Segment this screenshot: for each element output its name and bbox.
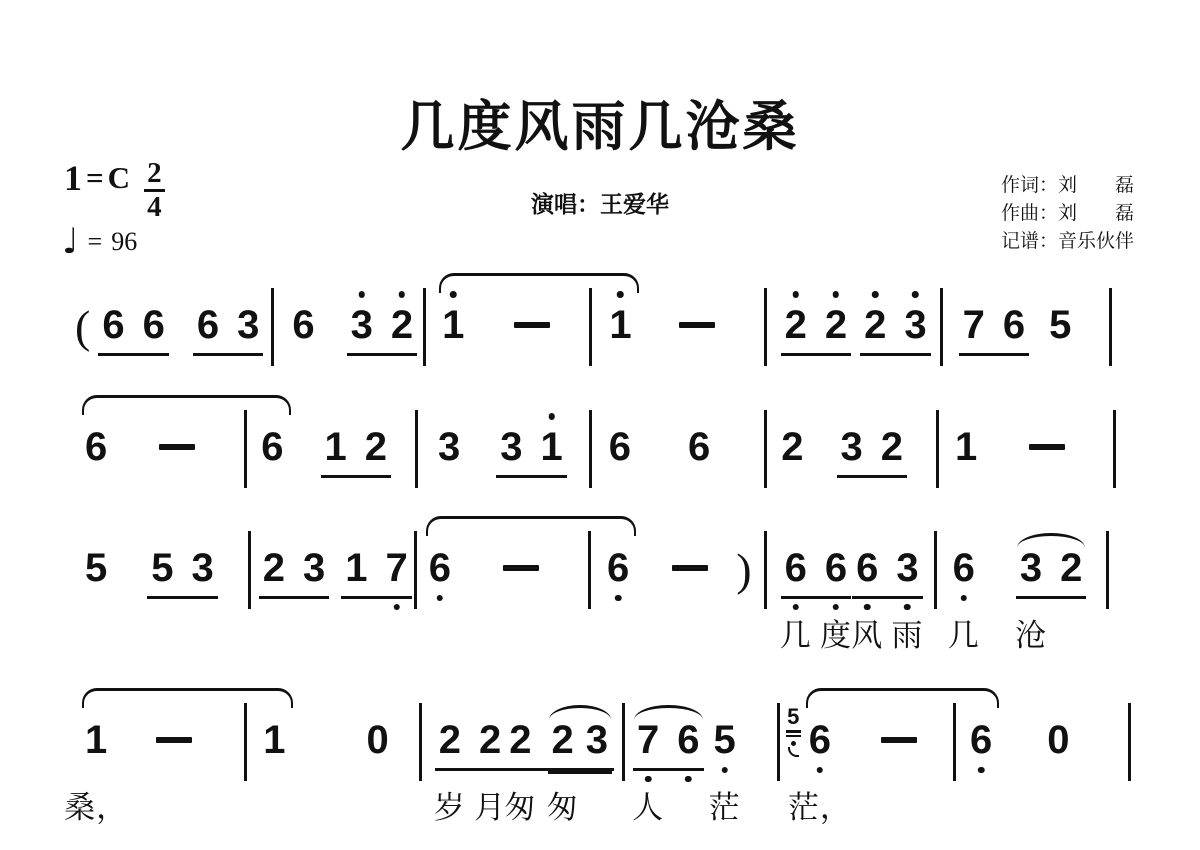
grace-note-digit: 5	[787, 704, 800, 729]
note-digit: 3	[896, 546, 919, 590]
note	[955, 425, 977, 469]
note-digit: 2	[438, 718, 461, 762]
beam-group	[779, 546, 852, 653]
beam-group	[259, 546, 330, 599]
note	[546, 718, 579, 825]
barline	[244, 410, 247, 488]
lyric: 几	[779, 618, 812, 653]
quarter-note-icon: ♩	[62, 222, 79, 262]
score-line-2	[60, 425, 1130, 495]
beam-group	[837, 425, 908, 478]
barline	[934, 531, 937, 609]
lyric: 度	[819, 618, 852, 653]
duration-dash	[881, 737, 917, 743]
lyric: 月	[474, 790, 507, 825]
note-digit: 2	[390, 303, 414, 347]
note	[64, 718, 129, 825]
barline	[589, 288, 592, 366]
barline	[248, 531, 251, 609]
note-digit: 1	[324, 425, 347, 469]
beam-group	[98, 303, 169, 356]
octave-dot-high	[617, 291, 624, 298]
octave-dot-high	[548, 413, 555, 420]
barline	[953, 703, 956, 781]
note	[891, 546, 924, 653]
octave-dot-high	[450, 291, 457, 298]
note-digit: 2	[479, 718, 502, 762]
note-digit: 6	[428, 546, 451, 590]
tie-arc	[806, 688, 1000, 708]
barline	[764, 410, 767, 488]
lyric: 匆	[504, 790, 537, 825]
lyric: 桑，	[64, 790, 129, 825]
note	[1003, 303, 1025, 347]
barline	[764, 531, 767, 609]
lyric: 几	[947, 618, 980, 653]
note-digit: 2	[364, 425, 387, 469]
barline	[419, 703, 422, 781]
note-digit: 6	[608, 425, 631, 469]
note-digit: 6	[85, 425, 108, 469]
note	[197, 303, 219, 347]
note	[841, 425, 863, 469]
note	[970, 718, 992, 762]
grace-underline	[786, 730, 801, 733]
note-digit: 3	[1019, 546, 1043, 590]
note-digit: 3	[840, 425, 863, 469]
beam-group	[496, 425, 567, 478]
note-digit: 3	[585, 718, 608, 762]
note-digit: 6	[607, 546, 630, 590]
lyric: 人	[632, 790, 665, 825]
note	[365, 425, 387, 469]
note-digit: 2	[781, 425, 804, 469]
note-digit: 5	[85, 546, 108, 590]
note	[263, 718, 285, 762]
octave-dot-high	[912, 291, 919, 298]
note-digit: 1	[345, 546, 368, 590]
octave-dot-low	[721, 767, 728, 774]
note-digit: 5	[1049, 303, 1072, 347]
duration-dash	[156, 737, 192, 743]
barline	[588, 531, 591, 609]
note	[864, 303, 886, 347]
barline	[244, 703, 247, 781]
note-digit: 5	[151, 546, 174, 590]
lyric: 沧	[1014, 618, 1047, 653]
note	[779, 546, 812, 653]
barline	[622, 703, 625, 781]
note-digit: 1	[540, 425, 563, 469]
barline	[589, 410, 592, 488]
note-digit: 6	[292, 303, 315, 347]
parenthesis: )	[736, 544, 752, 595]
beam-group	[321, 425, 392, 478]
note	[504, 718, 537, 825]
note-digit: 1	[442, 303, 465, 347]
octave-dot-high	[399, 291, 406, 298]
note-digit: 6	[856, 546, 879, 590]
octave-dot-high	[872, 291, 879, 298]
note	[787, 718, 852, 825]
note	[851, 546, 884, 653]
duration-dash	[503, 565, 539, 571]
credit-transcriber: 记谱：音乐伙伴	[1000, 231, 1134, 252]
barline	[1113, 410, 1116, 488]
note	[391, 303, 413, 347]
grace-underline	[786, 735, 801, 738]
note	[303, 546, 325, 590]
beam-group	[851, 546, 924, 653]
barline	[936, 410, 939, 488]
note	[386, 546, 408, 590]
note	[237, 303, 259, 347]
beam-group	[504, 718, 614, 825]
time-signature-denominator: 4	[147, 191, 162, 223]
note	[1047, 718, 1069, 762]
note-digit: 6	[970, 718, 993, 762]
note-digit: 5	[713, 718, 736, 762]
note	[192, 546, 214, 590]
octave-dot-low	[615, 595, 622, 602]
octave-dot-low	[393, 604, 400, 611]
note-digit: 3	[303, 546, 326, 590]
beam-group	[341, 546, 412, 599]
note	[474, 718, 507, 825]
beam-group	[147, 546, 218, 599]
note	[963, 303, 985, 347]
note-digit: 2	[509, 718, 532, 762]
note	[102, 303, 124, 347]
song-title: 几度风雨几沧桑	[400, 97, 800, 157]
note	[345, 546, 367, 590]
note-digit: 1	[609, 303, 632, 347]
barline	[940, 288, 943, 366]
tempo-bpm: 96	[111, 227, 138, 256]
barline	[414, 531, 417, 609]
barline	[1109, 288, 1112, 366]
score-line-1	[60, 303, 1126, 373]
grace-note	[786, 706, 801, 757]
note-digit: 7	[637, 718, 660, 762]
note-digit: 6	[261, 425, 284, 469]
parenthesis: (	[75, 301, 91, 352]
note	[438, 425, 460, 469]
note	[1014, 546, 1047, 653]
note-digit: 7	[385, 546, 408, 590]
note	[825, 303, 847, 347]
barline	[1106, 531, 1109, 609]
note	[607, 546, 629, 590]
score-line-4	[60, 704, 1145, 825]
octave-dot-low	[960, 595, 967, 602]
barline	[271, 288, 274, 366]
note	[586, 718, 608, 762]
octave-dot-high	[833, 291, 840, 298]
note	[609, 425, 631, 469]
note	[500, 425, 522, 469]
note	[688, 425, 710, 469]
beam-subgroup	[546, 718, 611, 825]
lyric: 雨	[891, 618, 924, 653]
note-digit: 6	[824, 546, 848, 590]
octave-dot-low	[685, 776, 692, 783]
note-digit: 2	[1060, 546, 1083, 590]
note-digit: 6	[142, 303, 165, 347]
note	[292, 303, 314, 347]
note-digit: 6	[677, 718, 700, 762]
note-digit: 1	[955, 425, 978, 469]
tie-arc	[426, 516, 637, 536]
octave-dot-high	[358, 291, 365, 298]
note-digit: 0	[1047, 718, 1070, 762]
note-digit: 2	[262, 546, 285, 590]
note	[708, 718, 741, 825]
note-digit: 3	[904, 303, 927, 347]
note-digit: 0	[366, 718, 389, 762]
barline	[764, 288, 767, 366]
time-signature-numerator: 2	[144, 158, 165, 192]
credit-composer: 作曲：刘 磊	[1000, 203, 1134, 224]
note	[433, 718, 466, 825]
barline	[423, 288, 426, 366]
note-digit: 2	[784, 303, 807, 347]
note-digit: 3	[500, 425, 523, 469]
key-name: C	[107, 160, 131, 195]
duration-dash	[514, 322, 550, 328]
note-digit: 6	[952, 546, 975, 590]
beam-group	[632, 718, 704, 825]
note	[881, 425, 903, 469]
tempo-equals: =	[87, 227, 103, 256]
note	[367, 718, 389, 762]
beam-group	[1014, 546, 1087, 653]
note	[1049, 303, 1071, 347]
note	[351, 303, 373, 347]
note-digit: 3	[237, 303, 260, 347]
tie-arc	[82, 395, 291, 415]
note	[442, 303, 464, 347]
duration-dash	[1029, 444, 1065, 450]
performer-line: 演唱：王爱华	[531, 191, 669, 217]
duration-dash	[159, 444, 195, 450]
note-digit: 1	[263, 718, 286, 762]
note-digit: 6	[1002, 303, 1026, 347]
note-digit: 1	[85, 718, 108, 762]
beam-group	[781, 303, 852, 356]
note	[325, 425, 347, 469]
lyric: 匆	[546, 790, 579, 825]
barline	[777, 703, 780, 781]
note	[781, 425, 803, 469]
octave-dot-low	[978, 767, 985, 774]
note-digit: 3	[438, 425, 461, 469]
note	[904, 303, 926, 347]
note	[263, 546, 285, 590]
note	[261, 425, 283, 469]
note	[1060, 546, 1082, 590]
note	[947, 546, 980, 653]
note-digit: 3	[350, 303, 373, 347]
note	[819, 546, 852, 653]
beam-group	[193, 303, 264, 356]
tie-arc	[439, 273, 639, 293]
beam-group	[347, 303, 418, 356]
note-digit: 3	[191, 546, 214, 590]
note	[541, 425, 563, 469]
note	[632, 718, 665, 825]
lyric: 茫，	[787, 790, 852, 825]
duration-dash	[679, 322, 715, 328]
key-equals: =	[86, 160, 104, 195]
beam-group	[433, 718, 507, 825]
lyric: 茫	[708, 790, 741, 825]
lyric: 风	[851, 618, 884, 653]
note-digit: 6	[196, 303, 220, 347]
octave-dot-low	[437, 595, 444, 602]
note-digit: 2	[880, 425, 903, 469]
duration-dash	[672, 565, 708, 571]
octave-dot-high	[792, 291, 799, 298]
note-digit: 6	[784, 546, 807, 590]
grace-slur-hook	[788, 747, 799, 757]
note-digit: 6	[688, 425, 711, 469]
note	[85, 425, 107, 469]
note	[151, 546, 173, 590]
lyric: 岁	[433, 790, 466, 825]
key-do: 1	[64, 158, 82, 198]
note	[429, 546, 451, 590]
beam-group	[860, 303, 931, 356]
note	[85, 546, 107, 590]
note-digit: 2	[864, 303, 887, 347]
beam-group	[959, 303, 1030, 356]
note	[143, 303, 165, 347]
score-line-3	[60, 544, 1123, 653]
note	[677, 718, 699, 762]
note-digit: 6	[808, 718, 831, 762]
credit-lyricist: 作词：刘 磊	[1000, 175, 1134, 196]
note-digit: 7	[962, 303, 985, 347]
note	[785, 303, 807, 347]
note-digit: 6	[102, 303, 125, 347]
barline	[1128, 703, 1131, 781]
note-digit: 2	[551, 718, 574, 762]
tie-arc	[82, 688, 293, 708]
octave-dot-low	[791, 741, 796, 746]
note-digit: 2	[824, 303, 848, 347]
note	[609, 303, 631, 347]
octave-dot-low	[817, 767, 824, 774]
barline	[415, 410, 418, 488]
